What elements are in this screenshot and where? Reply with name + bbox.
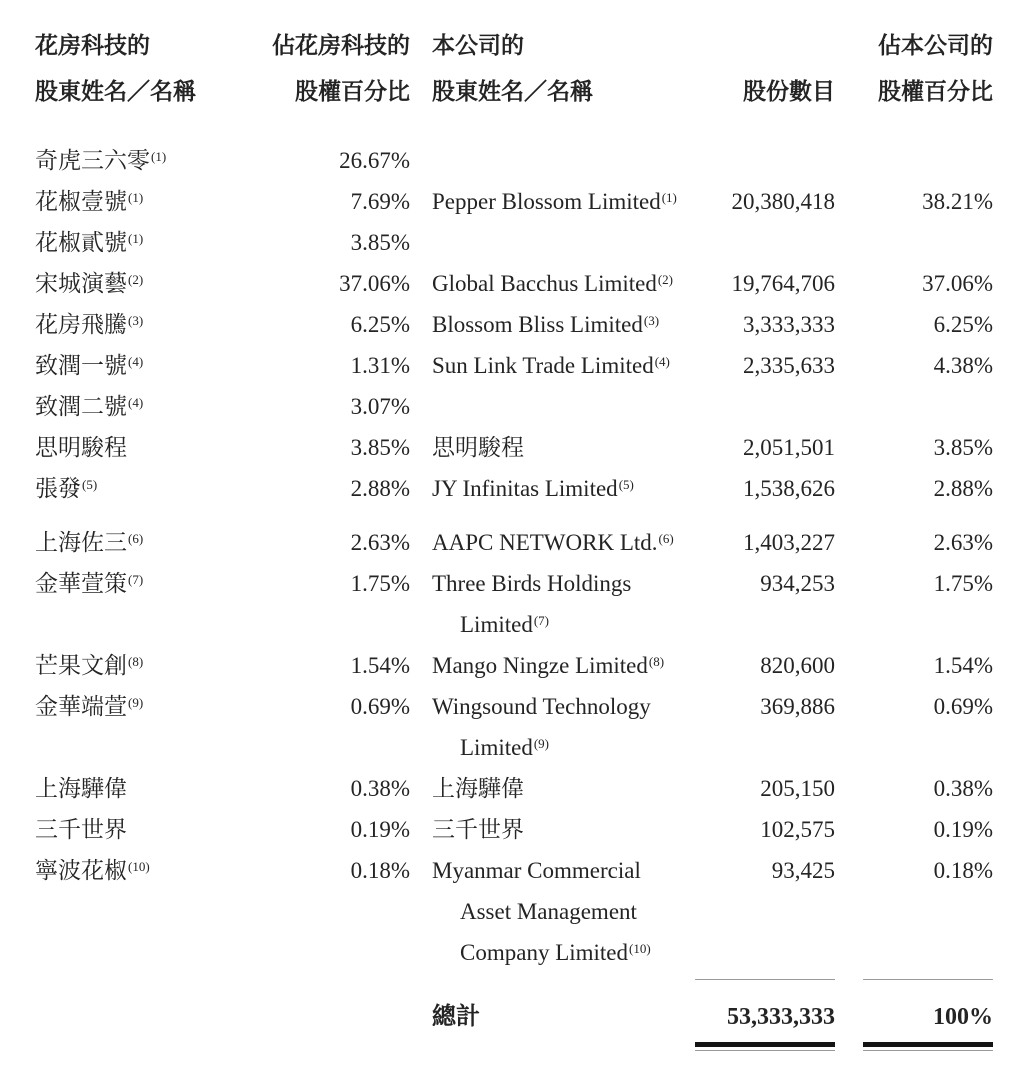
total-row [35,996,993,1051]
hf-shareholder-name: 芒果文創$^{(8)}$ [35,653,144,678]
company-name-line: Company Limited$^{(10)}$ [460,940,651,965]
hf-percentage: 7.69% [350,189,410,214]
hf-percentage: 1.75% [350,571,410,596]
total-shares-double-rule [695,1042,835,1051]
company-percentage: 3.85% [933,435,993,460]
header-company-shareholder-line2: 股東姓名／名稱 [432,78,593,104]
header-hf-shareholder [35,22,260,114]
table-row [35,768,993,809]
footnote-reference: (10) [629,941,651,956]
company-shareholder-name [410,768,660,809]
total-percentage-double-rule [863,1042,993,1051]
header-hf-percentage [260,22,410,114]
company-percentage: 0.69% [933,694,993,719]
table-row [35,686,993,768]
company-shareholder-name [410,850,660,973]
footnote-reference: (5) [82,477,98,492]
header-shares [660,22,835,114]
table-row [35,468,993,509]
company-shareholder-name [410,468,660,509]
table-row [35,222,993,263]
company-name-line: Myanmar Commercial [432,858,641,883]
hf-shareholder-name: 金華萱策$^{(7)}$ [35,571,144,596]
company-shareholder-name [410,645,665,686]
table-row [35,427,993,468]
table-row [35,850,993,973]
header-hf-shareholder-line2: 股東姓名／名稱 [35,78,196,104]
hf-shareholder-name: 花椒貳號$^{(1)}$ [35,230,144,255]
total-shares-value: 53,333,333 [727,1004,835,1030]
table-row [35,181,993,222]
hf-percentage: 37.06% [339,271,410,296]
shares-count: 20,380,418 [731,189,835,214]
header-company-percentage-line1: 佔本公司的 [878,32,993,58]
header-hf-percentage-line1: 佔花房科技的 [272,32,410,58]
shares-top-rule [695,979,835,980]
table-body [35,140,993,973]
table-header [35,22,993,114]
company-name-line: Mango Ningze Limited$^{(8)}$ [432,653,665,678]
total-label: 總計 [432,1003,480,1030]
company-shareholder-name [410,181,677,222]
total-rules-row [35,979,993,980]
hf-percentage: 0.69% [350,694,410,719]
table-row [35,304,993,345]
hf-shareholder-name: 金華端萱$^{(9)}$ [35,694,144,719]
footnote-reference: (4) [654,354,670,369]
hf-shareholder-name: 寧波花椒$^{(10)}$ [35,858,150,883]
hf-shareholder-name: 思明駿程 [35,435,127,460]
hf-percentage: 1.31% [350,353,410,378]
company-shareholder-name [410,345,670,386]
footnote-reference: (4) [128,354,144,369]
footnote-reference: (5) [618,477,634,492]
footnote-reference: (1) [661,190,677,205]
total-percentage-cell [835,996,993,1051]
hf-percentage: 26.67% [339,148,410,173]
company-percentage: 1.54% [933,653,993,678]
hf-shareholder-name: 花房飛騰$^{(3)}$ [35,312,144,337]
company-name-line: AAPC NETWORK Ltd.$^{(6)}$ [432,530,674,555]
shares-count: 19,764,706 [731,271,835,296]
company-name-line: Asset Management [460,899,637,924]
shares-count: 205,150 [760,776,835,801]
table-row [35,386,993,427]
shares-count: 93,425 [771,858,835,883]
table-row [35,263,993,304]
hf-percentage: 6.25% [350,312,410,337]
company-name-line: 思明駿程 [432,435,524,460]
header-company-shareholder-line1: 本公司的 [432,32,524,58]
hf-percentage: 2.88% [350,476,410,501]
company-name-line: Limited$^{(7)}$ [460,612,549,637]
shares-count: 820,600 [760,653,835,678]
footnote-reference: (6) [128,531,144,546]
company-name-line: Wingsound Technology [432,694,651,719]
company-name-line: JY Infinitas Limited$^{(5)}$ [432,476,634,501]
company-name-line: Pepper Blossom Limited$^{(1)}$ [432,189,677,214]
table-row [35,345,993,386]
shares-count: 3,333,333 [743,312,835,337]
company-name-line: Limited$^{(9)}$ [460,735,549,760]
hf-percentage: 0.38% [350,776,410,801]
footnote-reference: (8) [128,654,144,669]
shares-count: 1,403,227 [743,530,835,555]
company-percentage: 38.21% [922,189,993,214]
company-name-line: 三千世界 [432,817,524,842]
footnote-reference: (2) [128,272,144,287]
hf-percentage: 3.85% [350,435,410,460]
footnote-reference: (3) [643,313,660,328]
pct-rule-cell [835,979,993,980]
header-company-percentage-line2: 股權百分比 [878,78,993,104]
company-percentage: 0.38% [933,776,993,801]
company-shareholder-name [410,522,674,563]
footnote-reference: (7) [128,572,144,587]
hf-shareholder-name: 致潤一號$^{(4)}$ [35,353,144,378]
shares-rule-cell [660,979,835,980]
hf-shareholder-name: 致潤二號$^{(4)}$ [35,394,144,419]
footnote-reference: (6) [658,531,674,546]
company-shareholder-name [410,304,660,345]
shares-count: 1,538,626 [743,476,835,501]
footnote-reference: (1) [128,190,144,205]
company-percentage: 2.88% [933,476,993,501]
company-name-line: 上海驊偉 [432,776,524,801]
hf-shareholder-name: 奇虎三六零$^{(1)}$ [35,148,167,173]
hf-shareholder-name: 上海驊偉 [35,776,127,801]
shares-count: 102,575 [760,817,835,842]
hf-percentage: 1.54% [350,653,410,678]
footnote-reference: (2) [657,272,674,287]
hf-shareholder-name: 張發$^{(5)}$ [35,476,98,501]
company-shareholder-name [410,427,660,468]
hf-percentage: 0.19% [350,817,410,842]
hf-percentage: 3.85% [350,230,410,255]
company-name-line: Three Birds Holdings [432,571,632,596]
footnote-reference: (9) [533,736,549,751]
footnote-reference: (4) [128,395,144,410]
footnote-reference: (7) [533,613,549,628]
table-row [35,140,993,181]
shares-count: 2,051,501 [743,435,835,460]
table-row [35,563,993,645]
footnote-reference: (1) [128,231,144,246]
company-shareholder-name [410,809,660,850]
total-percentage-value: 100% [933,1004,993,1030]
company-percentage: 1.75% [933,571,993,596]
company-percentage: 37.06% [922,271,993,296]
hf-percentage: 2.63% [350,530,410,555]
company-percentage: 0.19% [933,817,993,842]
hf-shareholder-name: 上海佐三$^{(6)}$ [35,530,144,555]
table-row [35,522,993,563]
header-hf-percentage-line2: 股權百分比 [295,78,410,104]
company-name-line: Blossom Bliss Limited$^{(3)}$ [432,312,660,337]
hf-shareholder-name: 三千世界 [35,817,127,842]
company-shareholder-name [410,563,660,645]
hf-percentage: 3.07% [350,394,410,419]
header-company-percentage [835,22,993,114]
footnote-reference: (1) [151,149,167,164]
total-shares-cell [660,996,835,1051]
hf-percentage: 0.18% [350,858,410,883]
company-percentage: 2.63% [933,530,993,555]
shares-count: 2,335,633 [743,353,835,378]
footnote-reference: (10) [128,859,150,874]
table-row [35,645,993,686]
footnote-reference: (8) [648,654,665,669]
pct-top-rule [863,979,993,980]
company-shareholder-name [410,686,660,768]
company-name-line: Sun Link Trade Limited$^{(4)}$ [432,353,670,378]
company-name-line: Global Bacchus Limited$^{(2)}$ [432,271,674,296]
header-hf-shareholder-line1: 花房科技的 [35,32,150,58]
company-percentage: 4.38% [933,353,993,378]
company-percentage: 6.25% [933,312,993,337]
header-company-shareholder [410,22,660,114]
shares-count: 369,886 [760,694,835,719]
company-shareholder-name [410,263,674,304]
header-shares-line2: 股份數目 [743,78,835,104]
hf-shareholder-name: 宋城演藝$^{(2)}$ [35,271,144,296]
company-percentage: 0.18% [933,858,993,883]
shares-count: 934,253 [760,571,835,596]
hf-shareholder-name: 花椒壹號$^{(1)}$ [35,189,144,214]
table-row [35,809,993,850]
footnote-reference: (3) [128,313,144,328]
header-shares-line1 [660,22,835,68]
footnote-reference: (9) [128,695,144,710]
